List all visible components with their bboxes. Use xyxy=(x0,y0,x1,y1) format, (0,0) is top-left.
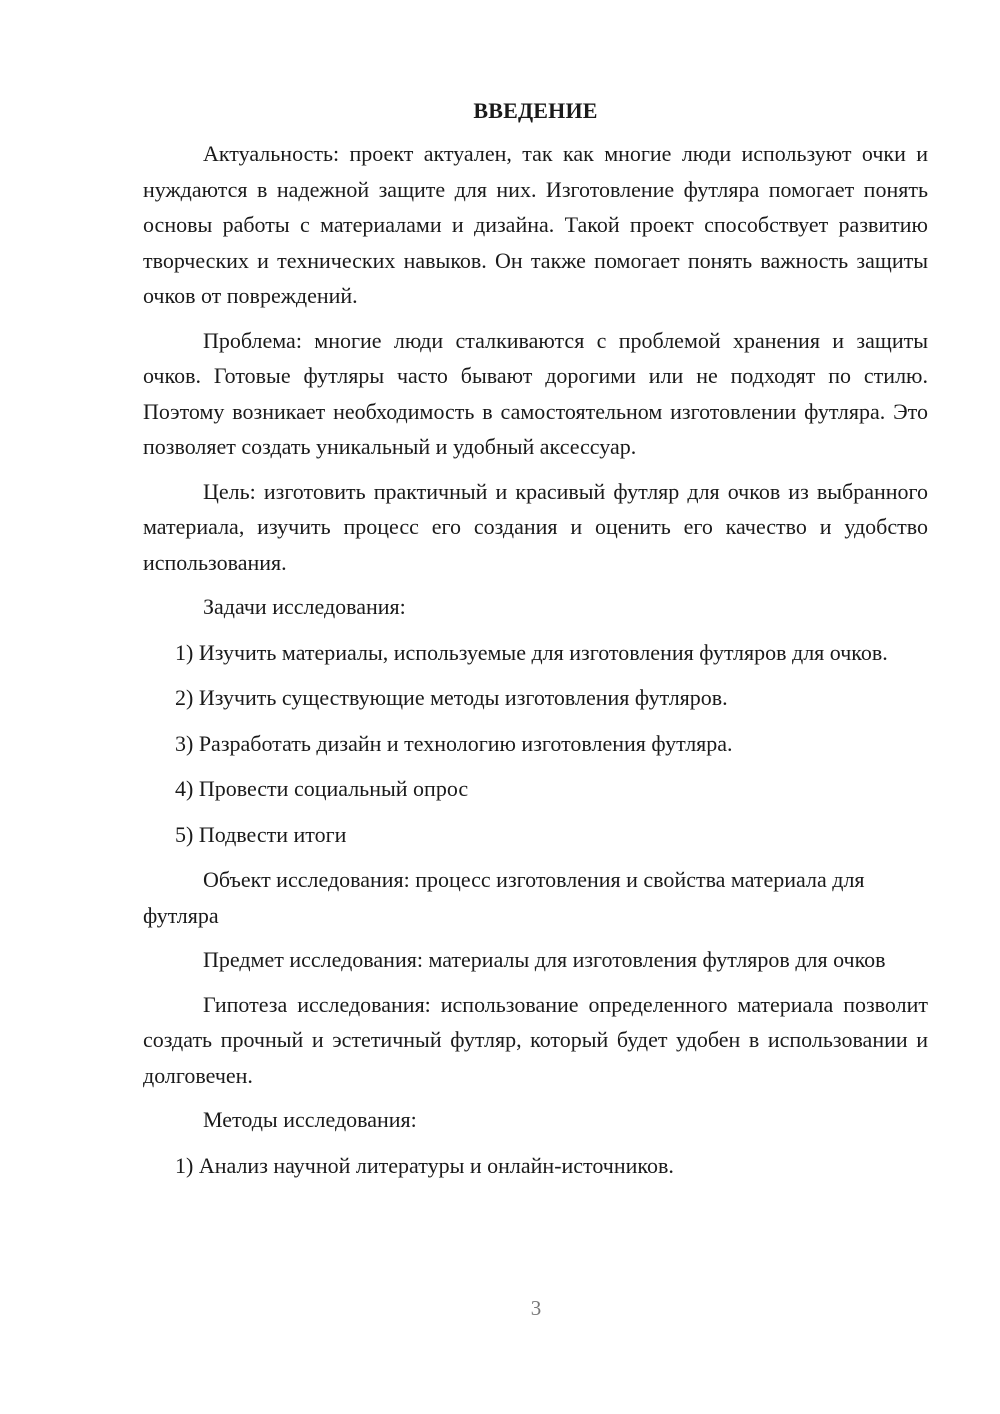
paragraph-relevance: Актуальность: проект актуален, так как многие люди используют очки и нуждаются в надежной защите для них. Изготовление футляра помогает понять основы работы с материалами и дизайна. Такой проект способствует развитию творческих и технических навыков. Он также помогает понять важность защиты очков от повреждений. xyxy=(143,141,928,308)
method-item-1: 1) Анализ научной литературы и онлайн-источников. xyxy=(175,1152,674,1178)
methods-heading: Методы исследования: xyxy=(203,1107,417,1132)
page-title: ВВЕДЕНИЕ xyxy=(473,98,598,123)
page-content xyxy=(143,96,928,1193)
task-item-2: 2) Изучить существующие методы изготовления футляров. xyxy=(175,685,728,710)
paragraph-goal: Цель: изготовить практичный и красивый футляр для очков из выбранного материала, изучить процесс его создания и оценить его качество и удобство использования. xyxy=(143,478,928,575)
page-number: 3 xyxy=(530,1296,542,1320)
paragraph-hypothesis: Гипотеза исследования: использование определенного материала позволит создать прочный и эстетичный футляр, который будет удобен в использовании и долговечен. xyxy=(143,991,928,1088)
task-item-4: 4) Провести социальный опрос xyxy=(175,776,469,801)
task-item-1: 1) Изучить материалы, используемые для изготовления футляров для очков. xyxy=(175,639,888,665)
paragraph-subject: Предмет исследования: материалы для изготовления футляров для очков xyxy=(203,947,886,972)
paragraph-problem: Проблема: многие люди сталкиваются с проблемой хранения и защиты очков. Готовые футляры часто бывают дорогими или не подходят по стилю. Поэтому возникает необходимость в самостоятельном изготовлении футляра. Это позволяет создать уникальный и удобный аксессуар. xyxy=(143,327,928,459)
task-item-5: 5) Подвести итоги xyxy=(175,821,347,847)
paragraph-object: Объект исследования: процесс изготовления и свойства материала для футляра xyxy=(143,867,865,928)
tasks-heading: Задачи исследования: xyxy=(203,594,406,619)
task-item-3: 3) Разработать дизайн и технологию изготовления футляра. xyxy=(175,730,733,756)
